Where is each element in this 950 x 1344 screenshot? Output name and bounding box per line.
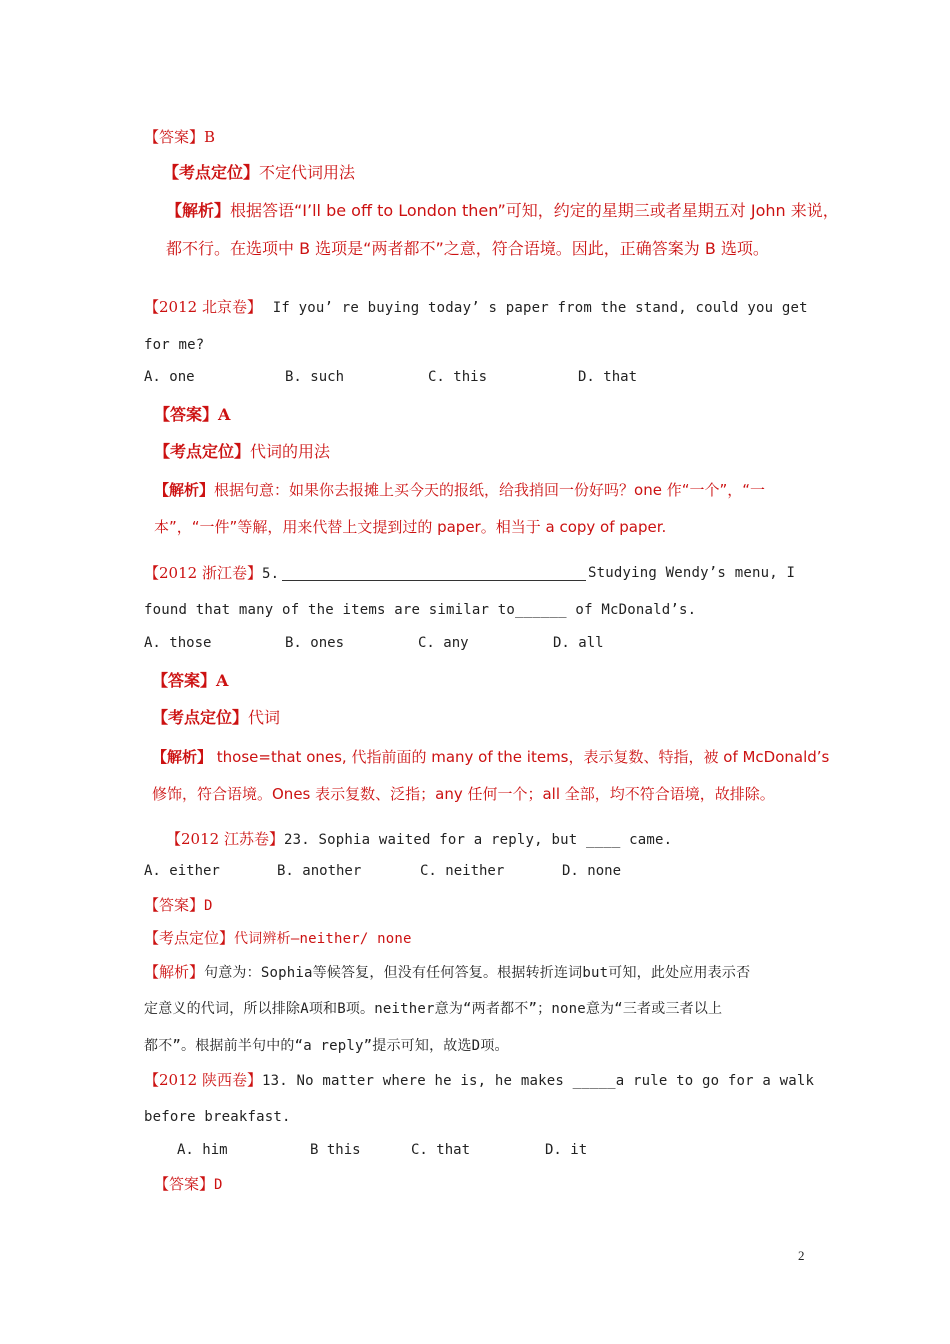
kaodian-text: 代词 <box>248 708 281 727</box>
q4-jiexi-line1 <box>144 962 750 983</box>
q3-kaodian <box>152 708 280 728</box>
q3-jiexi-line2: 修饰，符合语境。Ones 表示复数、泛指；any 任何一个；all 全部，均不符合语境，故排除。 <box>152 785 775 803</box>
q3-option-c: C. any <box>418 635 469 651</box>
q1-jiexi-line1 <box>166 201 839 221</box>
q2-option-d: D. that <box>578 369 638 385</box>
q3-option-d: D. all <box>553 635 604 651</box>
answer-value: B <box>204 128 216 146</box>
answer-tag: 【答案】 <box>154 405 219 424</box>
q5-option-d: D. it <box>545 1142 588 1158</box>
q4-option-d: D. none <box>562 863 622 879</box>
q5-option-c: C. that <box>411 1142 471 1158</box>
jiexi-text: 句意为：Sophia等候答复，但没有任何答复。根据转折连词but可知，此处应用表示否 <box>204 965 751 981</box>
answer-value: A <box>216 671 229 690</box>
q2-jiexi-line2: 本”，“一件”等解，用来代替上文提到过的 paper。相当于 a copy of paper. <box>154 518 667 536</box>
q2-kaodian <box>154 442 330 462</box>
page-number: 2 <box>798 1248 805 1263</box>
q4-kaodian <box>144 928 412 949</box>
q1-jiexi-line2: 都不行。在选项中 B 选项是“两者都不”之意，符合语境。因此，正确答案为 B 选项。 <box>166 239 769 258</box>
answer-tag: 【答案】 <box>154 1175 215 1193</box>
q1-answer <box>144 127 215 147</box>
q3-stem-line1 <box>144 563 279 584</box>
jiexi-text: 根据句意：如果你去报摊上买今天的报纸，给我捎回一份好吗？one 作“一个”，“一 <box>214 481 766 499</box>
stem-text: If you’ re buying today’ s paper from the stand, could you get <box>272 300 808 316</box>
q2-option-b: B. such <box>285 369 345 385</box>
q4-jiexi-line2: 定意义的代词，所以排除A项和B项。neither意为“两者都不”；none意为“三者或三者以上 <box>144 1001 723 1017</box>
jiexi-text: 根据答语“I’ll be off to London then”可知，约定的星期三或者星期五对 John 来说， <box>230 201 839 220</box>
answer-value: A <box>218 405 231 424</box>
q5-answer <box>154 1174 223 1195</box>
q2-option-a: A. one <box>144 369 195 385</box>
q3-jiexi-line1 <box>152 747 829 767</box>
kaodian-tag: 【考点定位】 <box>154 442 251 461</box>
q2-stem-line2: for me? <box>144 337 205 353</box>
source-tag: 【2012 浙江卷】 <box>144 564 262 582</box>
q2-stem-line1 <box>144 297 808 318</box>
q3-option-a: A. those <box>144 635 212 651</box>
answer-tag: 【答案】 <box>144 896 205 914</box>
q2-jiexi-line1 <box>154 480 765 500</box>
kaodian-text: 代词的用法 <box>250 442 331 461</box>
q3-stem-rest: Studying Wendy’s menu, I <box>588 565 796 581</box>
kaodian-tag: 【考点定位】 <box>152 708 249 727</box>
stem-text: 23. Sophia waited for a reply, but ____ came. <box>283 832 673 848</box>
q4-option-b: B. another <box>277 863 362 879</box>
source-tag: 【2012 江苏卷】 <box>166 830 284 848</box>
q4-option-a: A. either <box>144 863 220 879</box>
q3-answer <box>152 671 228 691</box>
q4-stem <box>166 829 672 850</box>
q4-answer <box>144 895 213 916</box>
q2-option-c: C. this <box>428 369 488 385</box>
q5-stem-line1 <box>144 1070 814 1091</box>
jiexi-tag: 【解析】 <box>152 748 213 766</box>
q5-option-a: A. him <box>177 1142 228 1158</box>
question-number: 5. <box>261 566 280 582</box>
answer-value: D <box>204 898 213 914</box>
kaodian-text: 不定代词用法 <box>259 163 356 182</box>
answer-blank <box>282 580 586 581</box>
kaodian-tag: 【考点定位】 <box>163 163 260 182</box>
jiexi-tag: 【解析】 <box>166 201 231 220</box>
jiexi-text: those=that ones, 代指前面的 many of the items，表示复数、特指，被 of McDonald’s <box>212 748 830 766</box>
stem-text: 13. No matter where he is, he makes _____a rule to go for a walk <box>261 1073 815 1089</box>
source-tag: 【2012 北京卷】 <box>144 298 262 316</box>
q1-kaodian <box>163 163 355 183</box>
q3-option-b: B. ones <box>285 635 345 651</box>
jiexi-tag: 【解析】 <box>154 481 215 499</box>
answer-tag: 【答案】 <box>144 128 205 146</box>
source-tag: 【2012 陕西卷】 <box>144 1071 262 1089</box>
q3-stem-line2: found that many of the items are similar to______ of McDonald’s. <box>144 602 697 618</box>
jiexi-tag: 【解析】 <box>144 963 205 981</box>
q4-jiexi-line3: 都不”。根据前半句中的“a reply”提示可知，故选D项。 <box>144 1038 509 1054</box>
q5-option-b: B this <box>310 1142 361 1158</box>
kaodian-tag: 【考点定位】 <box>144 929 235 947</box>
answer-value: D <box>214 1177 223 1193</box>
answer-tag: 【答案】 <box>152 671 217 690</box>
q5-stem-line2: before breakfast. <box>144 1109 291 1125</box>
q4-option-c: C. neither <box>420 863 505 879</box>
kaodian-text: 代词辨析—neither/ none <box>234 931 412 947</box>
q2-answer <box>154 405 230 425</box>
